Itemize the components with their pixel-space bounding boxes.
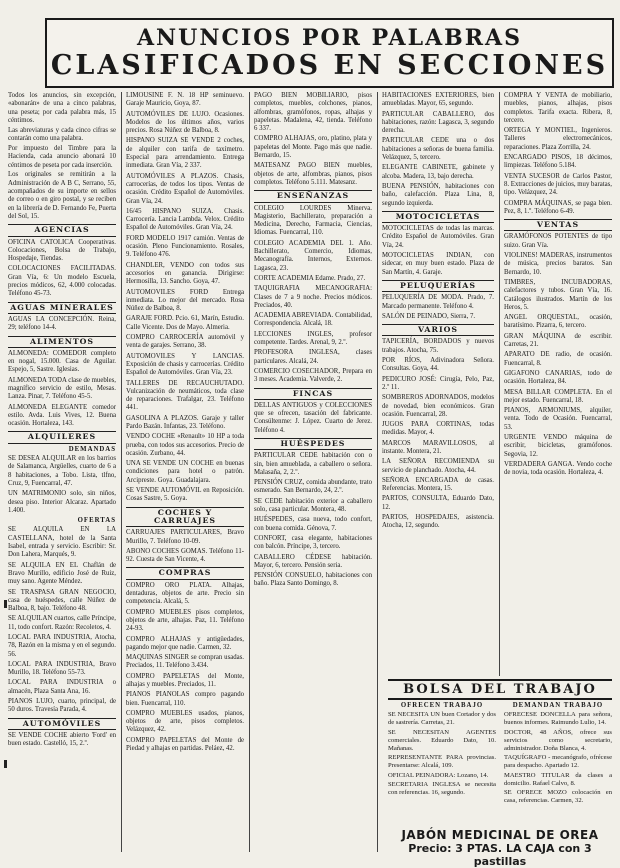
- column-rule: [249, 92, 250, 852]
- classified-ad: SE ALQUILAN cuartos, calle Príncipe, 11, todo confort. Razón: Recoletos, 4.: [8, 615, 116, 631]
- classified-ad: DELLAS ANTIGUOS y COLECCIONES que se ofrecen, tasación del fabricante. Consúltenme: J. López. Cuarto de Jerez. Teléfono 4.: [254, 401, 372, 434]
- classified-ad: COMPRA MÁQUINAS, se paga bien. Pez, 8, 1.º. Teléfono 6-49.: [504, 199, 612, 215]
- classified-ad: BUENA PENSIÓN, habitaciones con baño, calefacción. Plaza Lina, 8, segundo izquierda.: [382, 182, 494, 207]
- intro-paragraph: Todos los anuncios, sin excepción, «abonarán» de una a cinco palabras, una peseta; por cada palabra más, 15 céntimos.: [8, 92, 116, 124]
- classified-ad: ALMONEDA ELEGANTE comedor estilo. Avda. Luis Vives, 12. Buena ocasión. Hortaleza, 143.: [8, 403, 116, 428]
- column-rule: [377, 92, 378, 852]
- classified-ad: ACADEMIA ABREVIADA. Contabilidad, Correspondencia. Alcalá, 18.: [254, 312, 372, 328]
- classified-ad: SE TRASPASA GRAN NEGOCIO, casa de huéspedes, calle Núñez de Balboa, 8, bajo. Teléfono 48.: [8, 588, 116, 613]
- classified-ad: MATESANZ PAGO BIEN muebles, objetos de arte, alfombras, pianos, pisos completos. Teléfono 5.111. Matesanz.: [254, 162, 372, 186]
- section-heading-motocicletas: MOTOCICLETAS: [382, 211, 494, 223]
- classified-ad: COMPRO PAPELETAS del Monte, alhajas y muebles. Preciados, 11.: [126, 672, 244, 688]
- classified-ad: TAPICERÍA, BORDADOS y nuevos trabajos. Atocha, 75.: [382, 338, 494, 354]
- classified-ad: COLEGIO ACADEMIA DEL 1. Año. Bachillerato, Comercio, Idiomas, Mecanografía. Internos, Externos. Lagasca, 23.: [254, 239, 372, 272]
- classified-ad: PELUQUERÍA DE MODA. Prado, 7. Marcado permanente. Teléfono 4.: [382, 294, 494, 310]
- section-heading-peluquerias: PELUQUERÍAS: [382, 280, 494, 292]
- classified-ad: URGENTE VENDO máquina de escribir, bicicletas, gramófonos. Segovia, 12.: [504, 433, 612, 458]
- classified-ad: JUGOS PARA CORTINAS, todas medidas. Mayor, 4.: [382, 421, 494, 437]
- column-1: [8, 92, 116, 852]
- section-heading-aguas: AGUAS MINERALES: [8, 302, 116, 314]
- classified-ad: PENSIÓN CONSUELO, habitaciones con baño. Plaza Santo Domingo, 8.: [254, 572, 372, 588]
- classified-ad: AUTOMOVILES Y LANCIAS. Exposición de chasis y carrocerías. Crédito Español de Automóviles. Gran Vía, 23.: [126, 352, 244, 377]
- classified-ad: SE VENDE AUTOMÓVIL en Reposición. Cosas Sastre, 5. Goya.: [126, 487, 244, 503]
- classified-ad: SE NECESITA UN buen Cortador y dos de sastrería. Carretas, 21.: [388, 711, 496, 726]
- classified-ad: OFICIAL PEINADORA: Lozano, 14.: [388, 771, 489, 779]
- classified-ad: VENDO COCHE «Renault» 10 HP a toda prueba, con todos sus accesorios. Precio de ocasión. Zurbano, 44.: [126, 433, 244, 457]
- intro-paragraph: Los originales se remitirán a la Administración de A B C, Serrano, 55, acompañados de su importe en sellos de correo o en giro postal, y se reciben en la librería de D. Fernando Fe, Puerta del Sol, 15.: [8, 171, 116, 220]
- classified-ad: PARTOS, CONSULTA, Eduardo Dato, 12.: [382, 495, 494, 511]
- classified-ad: ALMONEDA TODA clase de muebles, magnífico servicio de estilo, Mesas. Lanza. Pinar, 7. Teléfono 45-5.: [8, 376, 116, 401]
- classified-ad: UN MATRIMONIO solo, sin niños, desea piso. Interior Alcaraz. Apartado 1.400.: [8, 490, 116, 514]
- classified-header: [45, 18, 614, 88]
- classified-ad: OFICINA CATOLICA Cooperativas. Colocaciones, Bolsa de Trabajo, Hospedaje, Tiendas.: [8, 238, 116, 263]
- classified-ad: PARTICULAR CEDE habitación con o sin, bien amueblada, a caballero o señora. Malasaña, 2, 2.º.: [254, 452, 372, 476]
- classified-ad: HISPANO SUIZA SE VENDE 2 coches, de alquiler con tarifa de taxímetro. Especial para arrendamiento. Entrega inmediata. Gran Vía, 2 337.: [126, 137, 244, 170]
- intro-paragraph: Las abreviaturas y cada cinco cifras se contarán como una palabra.: [8, 126, 116, 143]
- classified-ad: CABALLERO CÉDESE habitación. Mayor, 6, tercero. Pensión seria.: [254, 553, 372, 569]
- classified-ad: SALÓN DE PEINADO, Sierra, 7.: [382, 312, 476, 320]
- classified-ad: PARTICULAR CABALLERO, dos habitaciones, razón: Lagasca, 3, segundo derecha.: [382, 110, 494, 135]
- subsection-demandas: DEMANDAS: [68, 445, 116, 453]
- classified-ad: COMPRO ALHAJAS y antigüedades, pagando mejor que nadie. Carmen, 32.: [126, 635, 244, 651]
- classified-ad: TAQUIGRAFIA MECANOGRAFIA: Clases de 7 a 9 noche. Precios módicos. Preciados, 40.: [254, 285, 372, 309]
- classified-ad: COMPRO PAPELETAS del Monte de Piedad y alhajas en partidas. Peláez, 42.: [126, 736, 244, 753]
- classified-ad: COMPRO ALHAJAS, oro, platino, plata y papeletas del Monte. Pago más que nadie. Bernardo, 15.: [254, 135, 372, 160]
- header-title-line2: CLASIFICADOS EN SECCIONES: [50, 50, 609, 81]
- classified-ad: PIANOS PIANOLAS compro pagando bien. Fuencarral, 110.: [126, 691, 244, 707]
- classified-ad: MOTOCICLETAS INDIAN, con sidecar, en muy buen estado. Plaza de San Martín, 4. Garaje.: [382, 252, 494, 276]
- classified-ad: PAGO BIEN MOBILIARIO, pisos completos, muebles, colchones, pianos, alfombras, gramófonos, ropas, alhajas y papeletas. Madalena, 42, tienda. Teléfono 6 337.: [254, 92, 372, 133]
- classified-ad: ALMONEDA: COMEDOR completo en nogal, 15.000. Casa de Aguilar. Espejo, 5, Sastre. Iglesias.: [8, 349, 116, 374]
- classified-ad: HUÉSPEDES, casa nueva, todo confort, con buena comida. Génova, 7.: [254, 516, 372, 532]
- classified-ad: LOCAL PARA INDUSTRIA o almacén, Plaza Santa Ana, 16.: [8, 679, 116, 695]
- classified-ad: AUTOMOVILES FORD Entrega inmediata. Lo mejor del mercado. Rosa Núñez de Balboa, 8.: [126, 288, 244, 313]
- classified-ad: GASOLINA A PLAZOS. Garaje y taller Pardo Bazán. Infantas, 23. Teléfono.: [126, 414, 244, 430]
- classified-ad: POR RÍOS, Adivinadora Señora. Consultas. Goya, 44.: [382, 357, 494, 373]
- classified-ad: ABONO COCHES GOMAS. Teléfono 11-92. Cuesta de San Vicente, 4.: [126, 547, 244, 564]
- header-title-line1: ANUNCIOS POR PALABRAS: [136, 25, 523, 51]
- bolsa-left-heading: OFRECEN TRABAJO: [400, 702, 484, 709]
- bolsa-title: BOLSA DEL TRABAJO: [388, 679, 612, 700]
- column-rule: [499, 92, 500, 676]
- section-heading-agencias: AGENCIAS: [8, 224, 116, 236]
- bolsa-right-heading: DEMANDAN TRABAJO: [512, 702, 604, 709]
- classified-ad: GARAJE FORD. Pcio. 61, Marín, Estudio. Calle Vicente. Dos de Mayo. Almeria.: [126, 315, 244, 331]
- classified-ad: CHANDLER, VENDO con todos sus accesorios en ganancia. Dirigirse: Hermosilla, 13. Sancho. Goya, 47.: [126, 261, 244, 286]
- classified-ad: TALLERES DE RECAUCHUTADO. Vulcanización de neumáticos, toda clase de reparaciones. Trafalgar, 23. Teléfono 441.: [126, 379, 244, 412]
- classified-ad: FORD MODELO 1917 camión. Ventas de ocasión. Pleno Funcionamiento. Rosales, 9. Teléfono 476.: [126, 234, 244, 259]
- column-2: [126, 92, 244, 852]
- section-heading-fincas: FINCAS: [254, 388, 372, 400]
- classified-ad: REPRESENTANTE PARA provincias. Presentarse: Alcalá, 109.: [388, 754, 496, 770]
- section-heading-coches: COCHES Y CARRUAJES: [126, 507, 244, 528]
- classified-ad: SECRETARIA INGLESA se necesita con referencias. 16, segundo.: [388, 781, 496, 797]
- section-heading-ensenanzas: ENSEÑANZAS: [254, 190, 372, 202]
- classified-ad: LECCIONES INGLES, profesor competente. Tardes. Arenal, 9, 2.º.: [254, 330, 372, 347]
- classified-ad: COMPRO CARROCERÍA automóvil y venta de garajes. Serrano, 38.: [126, 334, 244, 350]
- column-5: [504, 92, 612, 676]
- classified-ad: SOMBREROS ADORNADOS, modelos de novedad, bien económicos. Gran ocasión. Fuencarral, 28.: [382, 394, 494, 418]
- classified-ad: SE ALQUILA EN LA CASTELLANA, hotel de la Santa Isabel, entrada y servicio. Escribir: Sr. Don Lahera, Marqués, 9.: [8, 526, 116, 559]
- classified-ad: VERDADERA GANGA. Vendo coche de novia, toda ocasión. Hortaleza, 4.: [504, 460, 612, 477]
- classified-ad: AGUAS LA CONCEPCIÓN. Reina, 29; teléfono 14-4.: [8, 315, 116, 332]
- classified-ad: HABITACIONES EXTERIORES, bien amuebladas. Mayor, 65, segundo.: [382, 92, 494, 108]
- classified-ad: ELEGANTE CABINETE, gabinete y alcoba. Madera, 13, bajo derecha.: [382, 164, 494, 180]
- column-rule: [121, 92, 122, 852]
- classified-ad: SE VENDE COCHE abierto 'Ford' en buen estado. Castelló, 15, 2.º.: [8, 731, 116, 748]
- column-4: [382, 92, 494, 676]
- section-heading-ventas: VENTAS: [504, 219, 612, 231]
- intro-paragraph: Por impuesto del Timbre para la Hacienda, cada anuncio abonará 10 céntimos de peseta por cada inserción.: [8, 144, 116, 169]
- classified-ad: SE DESEA ALQUILAR en los barrios de Salamanca, Argüelles, cuarto de 6 a 8 habitaciones, a Tobo. Lista, tlfno, Cruz, 9, Fuencarral, 47.: [8, 455, 116, 487]
- classified-ad: UNA SE VENDE UN COCHE en buenas condiciones para hotel o patrón. Arcipreste. Goya. Guadalajara.: [126, 460, 244, 484]
- classified-ad: MAQUINAS SINGER se compran usadas. Preciados, 11. Teléfono 3.434.: [126, 654, 244, 670]
- page-edge-mark: [4, 760, 7, 768]
- classified-ad: COMPRA Y VENTA de mobiliario, muebles, pianos, alhajas, pisos completos. Tarifa exacta. Ribera, 8, tercero.: [504, 92, 612, 124]
- classified-ad: PEDICURO JOSÉ: Cirugía, Pelo, Paz, 2.º 11.: [382, 375, 494, 391]
- classified-ad: CORTE ACADEMIA Edame. Prado, 27.: [254, 274, 366, 282]
- classified-ad: GIGAFONO CANARIAS, todo de ocasión. Hortaleza, 84.: [504, 369, 612, 386]
- classified-ad: SEÑORA ENCARGADA de casas. Referencias. Montera, 15.: [382, 476, 494, 493]
- page-edge-mark: [4, 600, 7, 608]
- section-heading-compras: COMPRAS: [126, 567, 244, 579]
- classified-ad: PROFESORA INGLESA, clases particulares. Alcalá, 24.: [254, 349, 372, 365]
- classified-ad: COMERCIO COSECHADOR, Prepara en 3 meses. Academia. Valverde, 2.: [254, 367, 372, 384]
- section-heading-automoviles: AUTOMÓVILES: [8, 718, 116, 730]
- classified-ad: COLOCACIONES FACILITADAS. Gran Vía, 6: Un modelo Escuela, precios módicos, 62, 4.000 colocadas. Teléfono 45-73.: [8, 265, 116, 298]
- classified-ad: PENSIÓN CRUZ, comida abundante, trato esmerado. San Bernardo, 24, 2.º.: [254, 479, 372, 495]
- classified-ad: CARRUAJES PARTICULARES, Bravo Murillo, 7. Teléfono 10-09.: [126, 529, 244, 545]
- bolsa-left-column: [388, 701, 496, 799]
- classified-ad: LOCAL PARA INDUSTRIA, Bravo Murillo, 18. Teléfono 55-73.: [8, 660, 116, 677]
- classified-ad: DOCTOR, 48 AÑOS, ofrece sus servicios como secretario, administrador. Doña Blanca, 4.: [504, 728, 612, 752]
- classified-ad: PIANOS, ARMONIUMS, alquiler, venta. Todo de Ocasión. Fuencarral, 53.: [504, 407, 612, 431]
- classified-ad: ENCARGADO PISOS, 18 décimos, limpiezas. Teléfono 5.184.: [504, 154, 612, 170]
- classified-ad: AUTOMÓVILES A PLAZOS. Chasis, carrocerías, de todos los tipos. Ventas de ocasión. Crédito Español de Automóviles. Gran Vía, 24.: [126, 172, 244, 205]
- classified-ad: MOTOCICLETAS de todas las marcas. Crédito Español de Automóviles. Gran Vía, 24.: [382, 225, 494, 249]
- classified-ad: LA SEÑORA RECOMIENDA su servicio de planchado. Atocha, 44.: [382, 458, 494, 474]
- classified-ad: COMPRO MUEBLES usados, pianos, objetos de arte, pisos completos. Velázquez, 42.: [126, 709, 244, 734]
- classified-ad: SE ALQUILA EN EL Chaflán de Bravo Murillo, edificio José de Ruiz, muy sano. Agente Méndez.: [8, 561, 116, 586]
- section-heading-varios: VARIOS: [382, 324, 494, 336]
- subsection-ofertas: OFERTAS: [77, 517, 116, 525]
- classified-ad: TIMBRES, INCUBADORAS, calefactores y tubos. Gran Vía, 16. Catálogos ilustrados. Martín de los Heros, 5.: [504, 278, 612, 311]
- classified-ad: LOCAL PARA INDUSTRIA, Atocha, 78, Razón en la misma y en el segundo. 56.: [8, 634, 116, 658]
- classified-ad: MARCOS MARAVILLOSOS, al instante. Montera, 21.: [382, 439, 494, 455]
- classified-ad: PIANOS LUJO, cuarto, principal, de 50 duros. Travesía Parada, 4.: [8, 698, 116, 714]
- classified-ad: APARATO DE radio, de ocasión. Fuencarral, 8.: [504, 351, 612, 367]
- classified-ad: SE NECESITAN AGENTES comerciales. Eduardo Dato, 10. Mañanas.: [388, 728, 496, 752]
- classified-ad: 16/45 HISPANO SUIZA. Chasis. Carrocería. Lancia Lambda. Velox. Crédito Español de Automóviles. Gran Vía, 24.: [126, 207, 244, 232]
- classified-ad: PARTICULAR CEDE una o dos habitaciones a señoras de buena familia. Velázquez, 5, tercero.: [382, 137, 494, 162]
- classified-ad: MESA BILLAR COMPLETA. En el mejor estado. Fuencarral, 18.: [504, 388, 612, 404]
- jabon-orea-ad: [388, 828, 612, 868]
- jabon-price: Precio: 3 PTAS. LA CAJA con 3 pastillas: [408, 842, 592, 868]
- classified-ad: VIOLINES! MADERAS, instrumentos de música, precios baratos. San Bernardo, 10.: [504, 252, 612, 276]
- classified-ad: ORTEGA Y MONTIEL, Ingenieros. Talleres electromecánicos, reparaciones. Plaza Zorrilla, 24.: [504, 127, 612, 151]
- classified-ad: ANGEL ORQUESTAL, ocasión, baratísimo. Pizarra, 6, tercero.: [504, 314, 612, 330]
- classified-ad: SE OFRECE MOZO colocación en casa, referencias. Carmen, 32.: [504, 789, 612, 805]
- classified-ad: GRAN MÁQUINA de escribir. Carretas, 21.: [504, 332, 612, 349]
- classified-ad: MAESTRO TITULAR da clases a domicilio. Rafael Calvo, 8.: [504, 771, 612, 787]
- classified-ad: PARTOS, HOSPEDAJES, asistencia. Atocha, 12, segundo.: [382, 514, 494, 530]
- classified-ad: CONFORT, casa elegante, habitaciones con balcón. Príncipe, 3, tercero.: [254, 534, 372, 551]
- bolsa-right-column: [504, 701, 612, 807]
- classified-ad: VENTA SUCESOR de Carlos Pastor, 8. Extracciones de juicios, muy baratas, tipo. Velázquez, 24.: [504, 172, 612, 197]
- classified-ad: OFRECESE DONCELLA para señora, buenos informes. Raimundo Lulio, 14.: [504, 711, 612, 726]
- section-heading-huespedes: HUÉSPEDES: [254, 438, 372, 450]
- bolsa-del-trabajo: [388, 679, 612, 824]
- jabon-headline: JABÓN MEDICINAL DE OREA: [401, 828, 599, 842]
- section-heading-alquileres: ALQUILERES: [8, 431, 116, 443]
- classified-ad: SE CEDE habitación exterior a caballero solo, casa particular. Montera, 48.: [254, 497, 372, 514]
- classified-ad: LIMOUSINE F. N. 18 HP seminuevo. Garaje Mauricio, Goya, 87.: [126, 92, 244, 108]
- classified-ad: COLEGIO LOURDES Minerva. Magisterio, Bachillerato, preparación a Medicina, Derecho, Farmacia, Ciencias, Idiomas. Fuencarral, 110.: [254, 204, 372, 237]
- classified-ad: AUTOMÓVILES DE LUJO. Ocasiones. Modelos de los últimos años, varios precios. Rosa Núñez de Balboa, 8.: [126, 110, 244, 135]
- section-heading-alimentos: ALIMENTOS: [8, 336, 116, 348]
- column-3: [254, 92, 372, 852]
- classified-ad: TAQUÍGRAFO - mecanógrafo, ofrécese para despacho. Apartado 12.: [504, 754, 612, 770]
- classified-ad: GRAMÓFONOS POTENTES de tipo suizo. Gran Vía.: [504, 233, 612, 249]
- newspaper-page: [8, 6, 612, 868]
- classified-ad: COMPRO MUEBLES pisos completos, objetos de arte, alhajas. Paz, 11. Teléfono 24-93.: [126, 608, 244, 633]
- classified-ad: COMPRO ORO PLATA. Alhajas, dentaduras, objetos de arte. Precio sin competencia. Alcalá, 5.: [126, 581, 244, 606]
